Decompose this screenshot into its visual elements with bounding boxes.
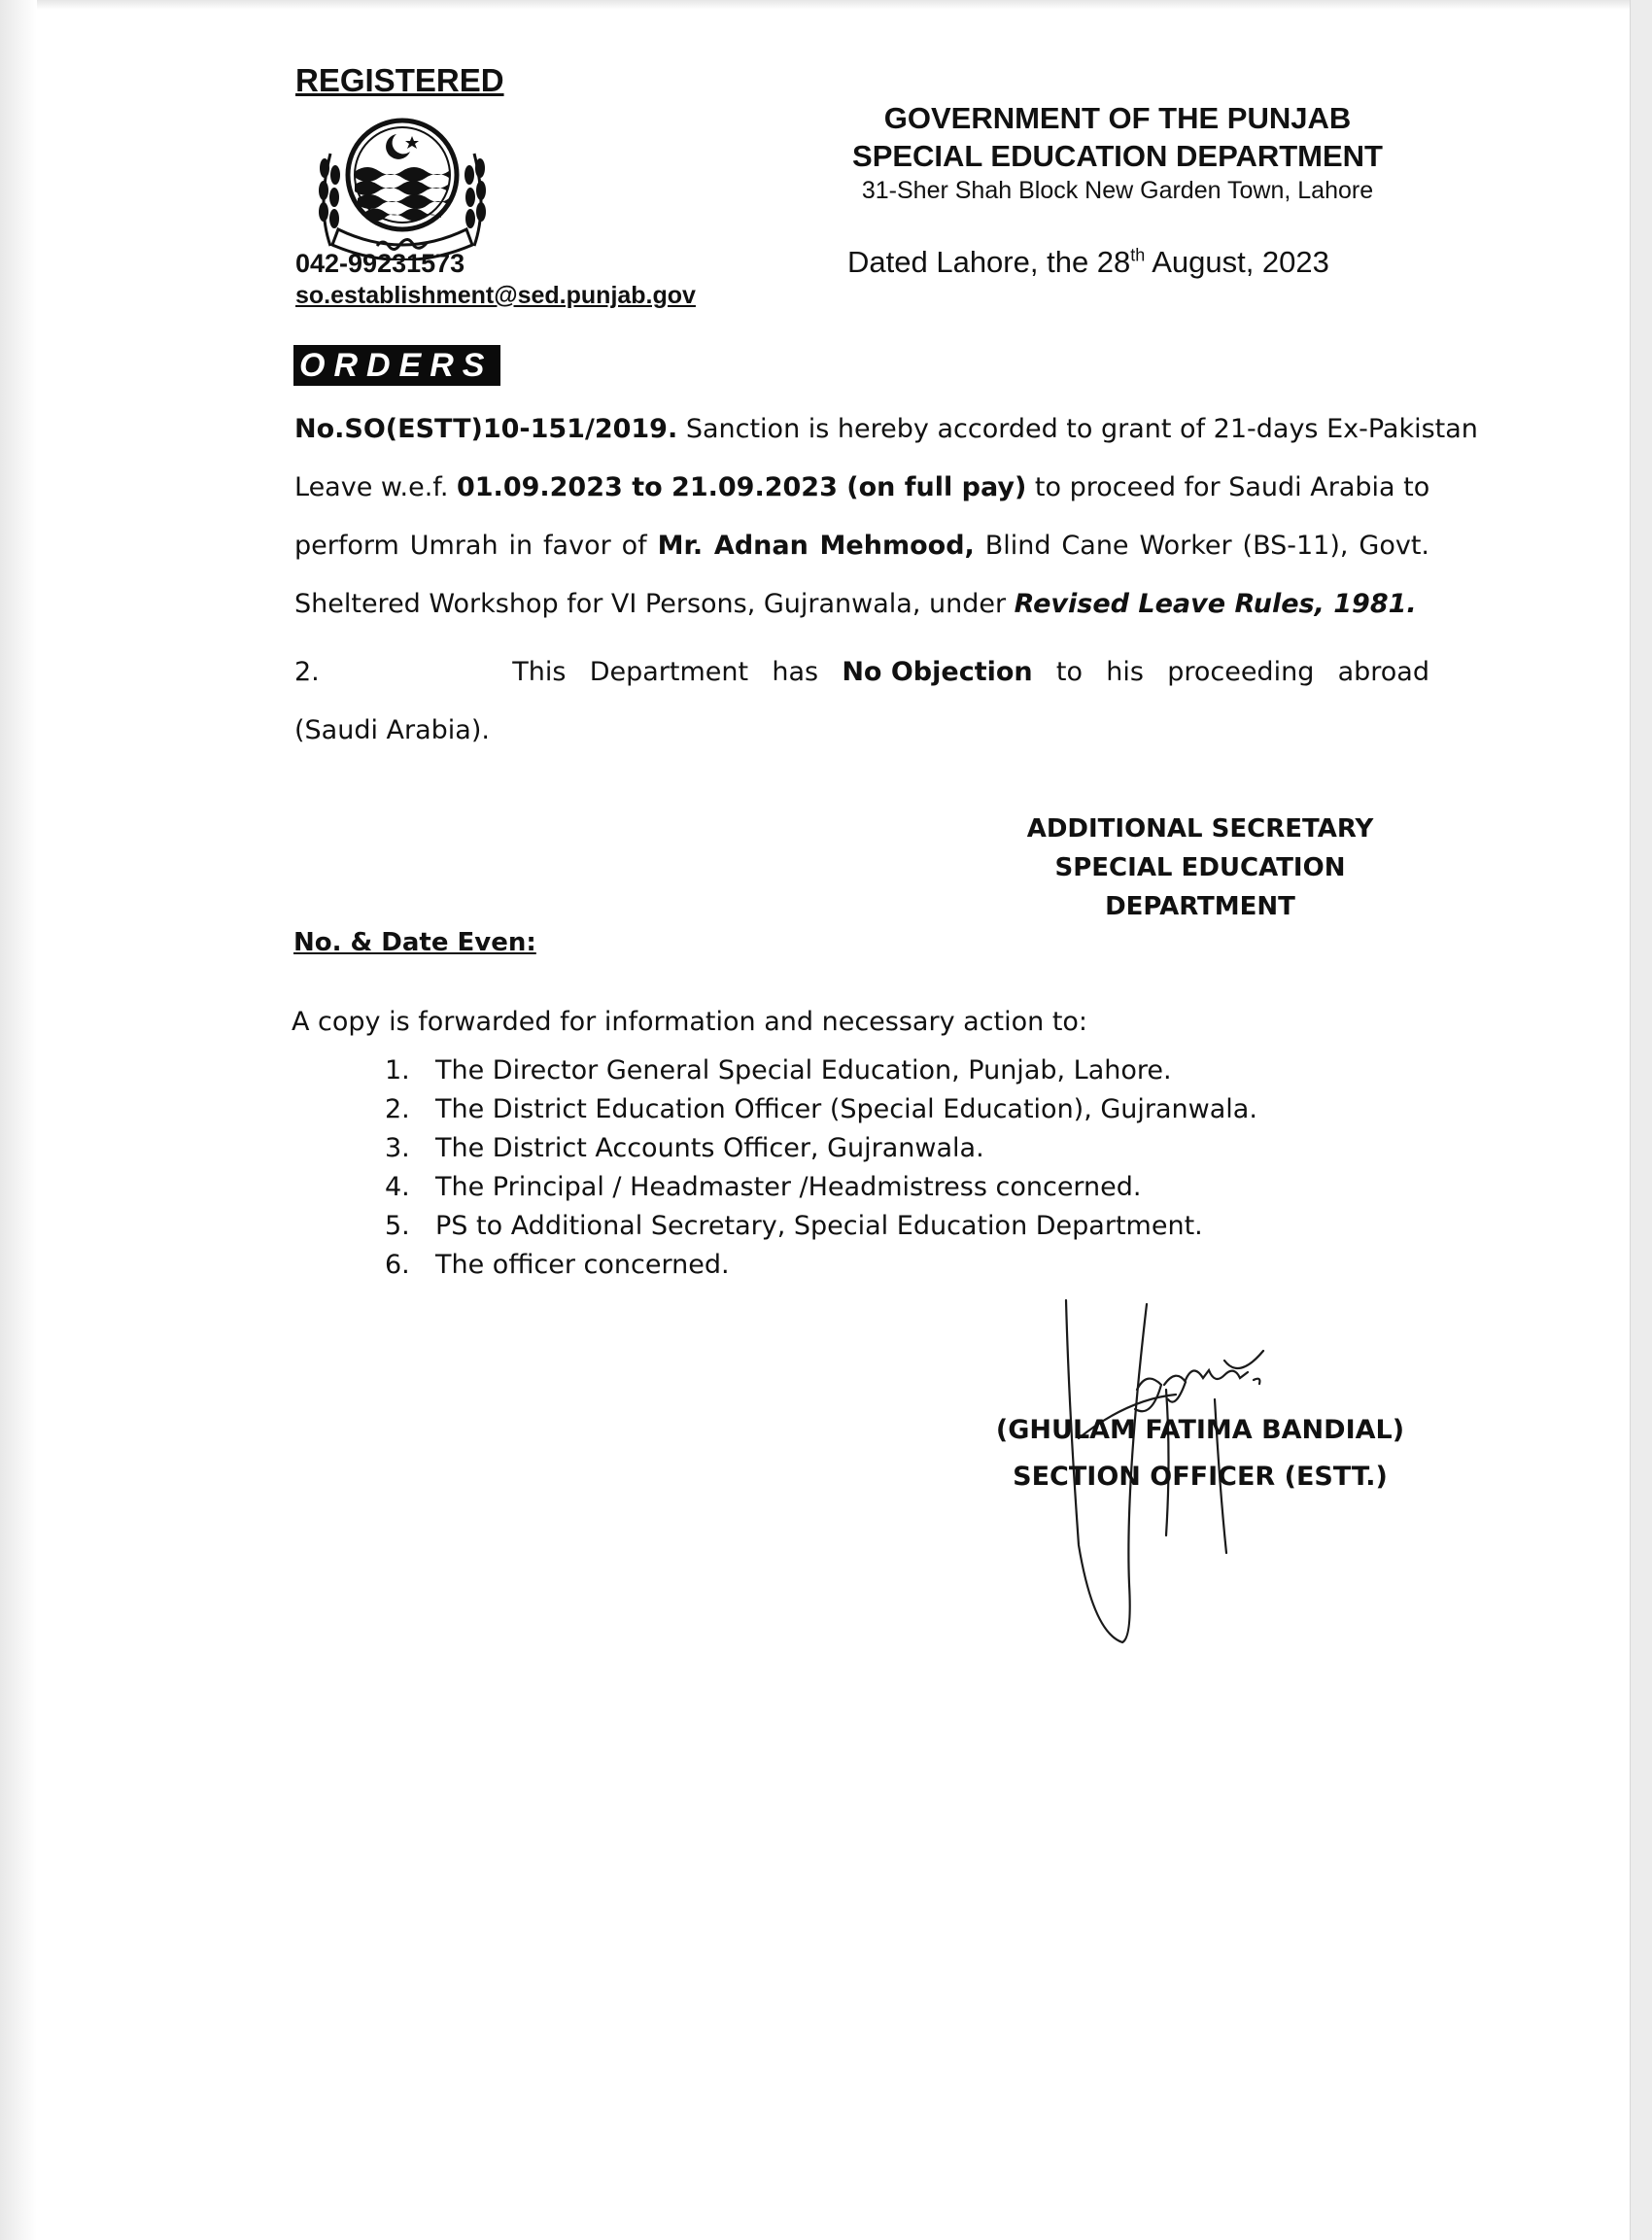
order-line: (Saudi Arabia).	[294, 715, 490, 745]
registered-label: REGISTERED	[295, 62, 504, 98]
scan-edge-right	[1630, 0, 1652, 2240]
list-item: 4. The Principal / Headmaster /Headmistress concerned.	[385, 1172, 1142, 1202]
order-line: Leave w.e.f. 01.09.2023 to 21.09.2023 (on full pay) to proceed for Saudi Arabia to	[294, 472, 1430, 502]
order-paragraph-2	[294, 643, 1429, 760]
copy-to-list	[385, 1051, 1257, 1285]
order-line: perform Umrah in favor of Mr. Adnan Mehmood, Blind Cane Worker (BS-11), Govt.	[294, 531, 1429, 561]
letter-date: Dated Lahore, the 28th August, 2023	[847, 245, 1329, 279]
leave-dates: 01.09.2023 to 21.09.2023 (on full pay)	[456, 472, 1027, 502]
list-item: 1. The Director General Special Education, Punjab, Lahore.	[385, 1055, 1172, 1086]
email-link[interactable]: so.establishment@sed.punjab.gov	[295, 282, 696, 309]
orders-heading: ORDERS	[293, 345, 500, 386]
scan-edge-left	[0, 0, 37, 2240]
list-item: 5. PS to Additional Secretary, Special Education Department.	[385, 1211, 1203, 1241]
officer-signature-block	[981, 1407, 1419, 1500]
employee-name: Mr. Adnan Mehmood,	[657, 531, 975, 561]
officer-name: (GHULAM FATIMA BANDIAL)	[995, 1415, 1405, 1445]
list-item: 2. The District Education Officer (Special Education), Gujranwala.	[385, 1094, 1257, 1124]
signatory-title: ADDITIONAL SECRETARY SPECIAL EDUCATION DEPARTMENT	[1026, 814, 1374, 921]
order-line: No.SO(ESTT)10-151/2019. Sanction is hereby accorded to grant of 21-days Ex-Pakistan	[294, 414, 1478, 444]
no-date-even-heading: No. & Date Even:	[293, 928, 536, 957]
order-line: Sheltered Workshop for VI Persons, Gujranwala, under Revised Leave Rules, 1981.	[294, 589, 1417, 619]
leave-rules: Revised Leave Rules, 1981.	[1014, 589, 1417, 619]
department-address: 31-Sher Shah Block New Garden Town, Lahore	[861, 177, 1374, 204]
phone-number: 042-99231573	[295, 249, 465, 278]
order-ref-number: No.SO(ESTT)10-151/2019.	[294, 414, 678, 444]
department-title: SPECIAL EDUCATION DEPARTMENT	[852, 139, 1383, 173]
scan-edge-top	[0, 0, 1652, 10]
government-title: GOVERNMENT OF THE PUNJAB	[883, 101, 1352, 135]
forward-text: A copy is forwarded for information and necessary action to:	[292, 1007, 1088, 1037]
order-paragraph-1	[294, 400, 1478, 634]
punjab-government-emblem-icon	[309, 115, 496, 260]
no-objection: No Objection	[842, 657, 1033, 687]
officer-designation: SECTION OFFICER (ESTT.)	[1013, 1462, 1388, 1492]
list-item: 6. The officer concerned.	[385, 1250, 730, 1280]
order-line: 2. This Department has No Objection to his proceeding abroad	[294, 643, 1429, 702]
list-item: 3. The District Accounts Officer, Gujranwala.	[385, 1133, 984, 1163]
